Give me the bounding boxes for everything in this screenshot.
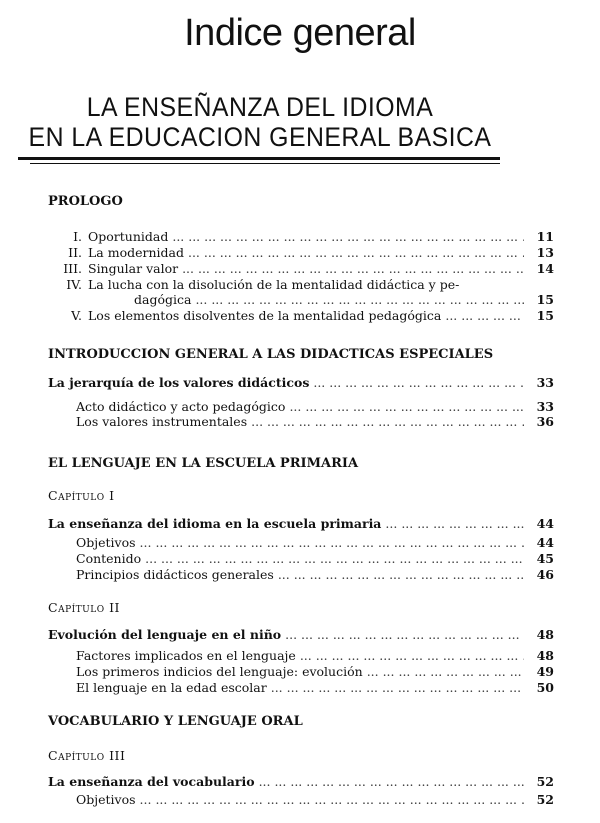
entry-text: Objetivos (76, 792, 136, 807)
page-number: 48 (536, 627, 554, 642)
entry-text: Objetivos (76, 535, 136, 550)
entry-text: La enseñanza del idioma en la escuela primaria (48, 516, 382, 531)
entry-title (76, 680, 267, 695)
page-number: 33 (536, 375, 554, 390)
entry-text: La modernidad (88, 245, 184, 260)
toc-entry (48, 245, 554, 260)
entry-title (48, 774, 255, 789)
entry-title (76, 664, 363, 679)
entry-title (76, 414, 247, 429)
dot-leader (300, 648, 524, 663)
toc-entry (76, 399, 554, 414)
dot-leader (172, 229, 524, 244)
entry-text: Acto didáctico y acto pedagógico (76, 399, 286, 414)
entry-text: Contenido (76, 551, 142, 566)
toc-entry (76, 535, 554, 550)
toc-entry (76, 792, 554, 807)
page-number: 15 (536, 292, 554, 307)
toc-entry (48, 375, 554, 390)
entry-title (48, 277, 459, 292)
dot-leader (445, 308, 524, 323)
dot-leader (289, 399, 524, 414)
title-rule-thick (18, 157, 500, 160)
toc-entry (48, 516, 554, 531)
dot-leader (195, 292, 524, 307)
toc-entry (48, 261, 554, 276)
entry-title (48, 627, 281, 642)
dot-leader (271, 680, 524, 695)
entry-text: Evolución del lenguaje en el niño (48, 627, 282, 642)
dot-leader (188, 245, 524, 260)
page-number: 48 (536, 648, 554, 663)
entry-number: III. (63, 261, 82, 276)
entry-number: V. (71, 308, 82, 323)
page-number: 14 (536, 261, 554, 276)
entry-number: I. (73, 229, 82, 244)
entry-title (48, 229, 168, 244)
page-number: 45 (536, 551, 554, 566)
entry-title (76, 648, 296, 663)
page-number: 33 (536, 399, 554, 414)
toc-entry (48, 627, 554, 642)
page-number: 13 (536, 245, 554, 260)
entry-title (48, 245, 184, 260)
entry-text: Singular valor (88, 261, 179, 276)
toc-entry (48, 292, 554, 307)
page-number: 11 (536, 229, 554, 244)
entry-title (48, 261, 178, 276)
toc-entry (48, 308, 554, 323)
toc-entry (76, 414, 554, 429)
dot-leader (285, 627, 524, 642)
entry-text: La enseñanza del vocabulario (48, 774, 255, 789)
dot-leader (367, 664, 524, 679)
dot-leader (259, 774, 524, 789)
page-number: 44 (536, 516, 554, 531)
entry-text: dagógica (134, 292, 192, 307)
entry-title (76, 792, 136, 807)
dot-leader (140, 535, 524, 550)
toc-entry (76, 648, 554, 663)
chapter-label: Capítulo III (48, 748, 126, 763)
entry-text: Principios didácticos generales (76, 567, 274, 582)
dot-leader (140, 792, 524, 807)
entry-title (48, 516, 381, 531)
page-number: 52 (536, 774, 554, 789)
section-heading: VOCABULARIO Y LENGUAJE ORAL (48, 714, 303, 729)
book-title-line-1: LA ENSEÑANZA DEL IDIOMA (86, 92, 434, 122)
page-number: 15 (536, 308, 554, 323)
page-number: 44 (536, 535, 554, 550)
entry-text: El lenguaje en la edad escolar (76, 680, 267, 695)
toc-entry (76, 551, 554, 566)
toc-entry (76, 680, 554, 695)
entry-text: La lucha con la disolución de la mentalidad didáctica y pe- (88, 277, 460, 292)
entry-title (76, 535, 136, 550)
toc-entry (48, 277, 554, 292)
entry-number: II. (68, 245, 82, 260)
dot-leader (145, 551, 524, 566)
toc-entry (48, 229, 554, 244)
book-title-line-2: EN LA EDUCACION GENERAL BASICA (28, 122, 492, 152)
dot-leader (313, 375, 524, 390)
entry-text: Factores implicados en el lenguaje (76, 648, 296, 663)
toc-entry (76, 664, 554, 679)
entry-title (48, 308, 441, 323)
page-number: 52 (536, 792, 554, 807)
entry-text: Oportunidad (88, 229, 169, 244)
toc-entry (76, 567, 554, 582)
page-number: 49 (536, 664, 554, 679)
page-number: 46 (536, 567, 554, 582)
entry-title (76, 551, 141, 566)
dot-leader (278, 567, 524, 582)
dot-leader (251, 414, 524, 429)
entry-title (76, 567, 274, 582)
entry-text: Los primeros indicios del lenguaje: evolución (76, 664, 363, 679)
section-heading: INTRODUCCION GENERAL A LAS DIDACTICAS ESPECIALES (48, 347, 494, 362)
chapter-label: Capítulo I (48, 488, 115, 503)
entry-title (48, 292, 191, 307)
section-heading: EL LENGUAJE EN LA ESCUELA PRIMARIA (48, 456, 359, 471)
toc-entry (48, 774, 554, 789)
section-heading: PROLOGO (48, 194, 123, 209)
page-number: 50 (536, 680, 554, 695)
chapter-label: Capítulo II (48, 600, 120, 615)
entry-title (76, 399, 285, 414)
dot-leader (385, 516, 524, 531)
page-title: Indice general (184, 12, 416, 54)
entry-text: La jerarquía de los valores didácticos (48, 375, 310, 390)
dot-leader (182, 261, 524, 276)
title-rule-thin (30, 163, 500, 164)
entry-text: Los elementos disolventes de la mentalidad pedagógica (88, 308, 442, 323)
entry-title (48, 375, 309, 390)
entry-text: Los valores instrumentales (76, 414, 248, 429)
page-number: 36 (536, 414, 554, 429)
entry-number: IV. (66, 277, 82, 292)
